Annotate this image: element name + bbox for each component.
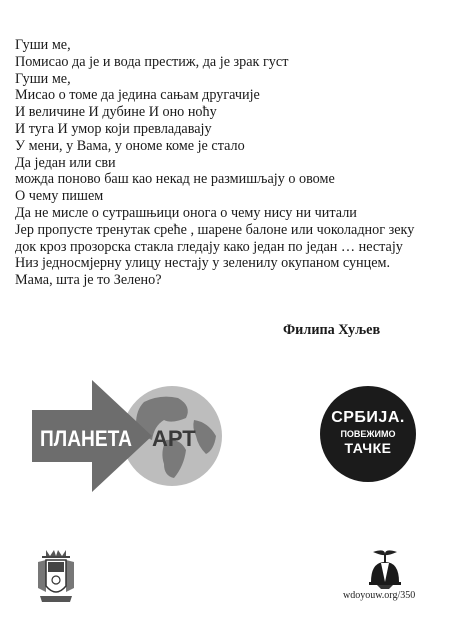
poem-line: можда поново баш као некад не размишљају о овоме — [15, 171, 335, 188]
poem-line: У мени, у Вама, у ономе коме је стало — [15, 137, 245, 154]
poem-line: И величине И дубине И оно ноћу — [15, 104, 217, 121]
planeta-art-logo — [32, 380, 232, 492]
poem-line: И туга И умор који превладавају — [15, 120, 212, 137]
poem-line: Помисао да је и вода престиж, да је зрак густ — [15, 53, 289, 70]
coat-of-arms-icon — [36, 548, 76, 604]
footer-url: wdoyouw.org/350 — [343, 590, 416, 601]
poem-text — [15, 37, 445, 289]
poem-line: Јер пропусте тренутак среће , шарене балоне или чоколадног зеку — [15, 221, 415, 238]
art-label: АРТ — [152, 426, 196, 451]
poem-line: Да један или сви — [15, 154, 116, 171]
poem-line: док кроз прозорска стакла гледају како један по један … нестају — [15, 238, 403, 255]
planeta-label: ПЛАНЕТА — [40, 426, 133, 451]
author-name: Филипа Хуљев — [283, 322, 381, 338]
poem-line: Гуши ме, — [15, 37, 71, 53]
poem-line: Мисао о томе да јединa сањам другачије — [15, 87, 260, 104]
srbija-line2: ПОВЕЖИМО — [340, 429, 396, 439]
srbija-line1: СРБИЈА. — [331, 409, 405, 426]
propeller-hat-icon — [369, 548, 401, 590]
poem-line: Низ једносмјерну улицу нестају у зеленилу окупаном сунцем. — [15, 255, 391, 272]
poem-line: Да не мисле о сутрашњици онога о чему нису ни читали — [15, 204, 357, 221]
poem-line: О чему пишем — [15, 188, 104, 205]
srbija-connect-dots-logo — [320, 386, 416, 482]
poem-line: Гуши ме, — [15, 70, 71, 87]
poem-line: Мама, шта је то Зелено? — [15, 272, 162, 289]
srbija-line3: ТАЧКЕ — [344, 440, 392, 456]
